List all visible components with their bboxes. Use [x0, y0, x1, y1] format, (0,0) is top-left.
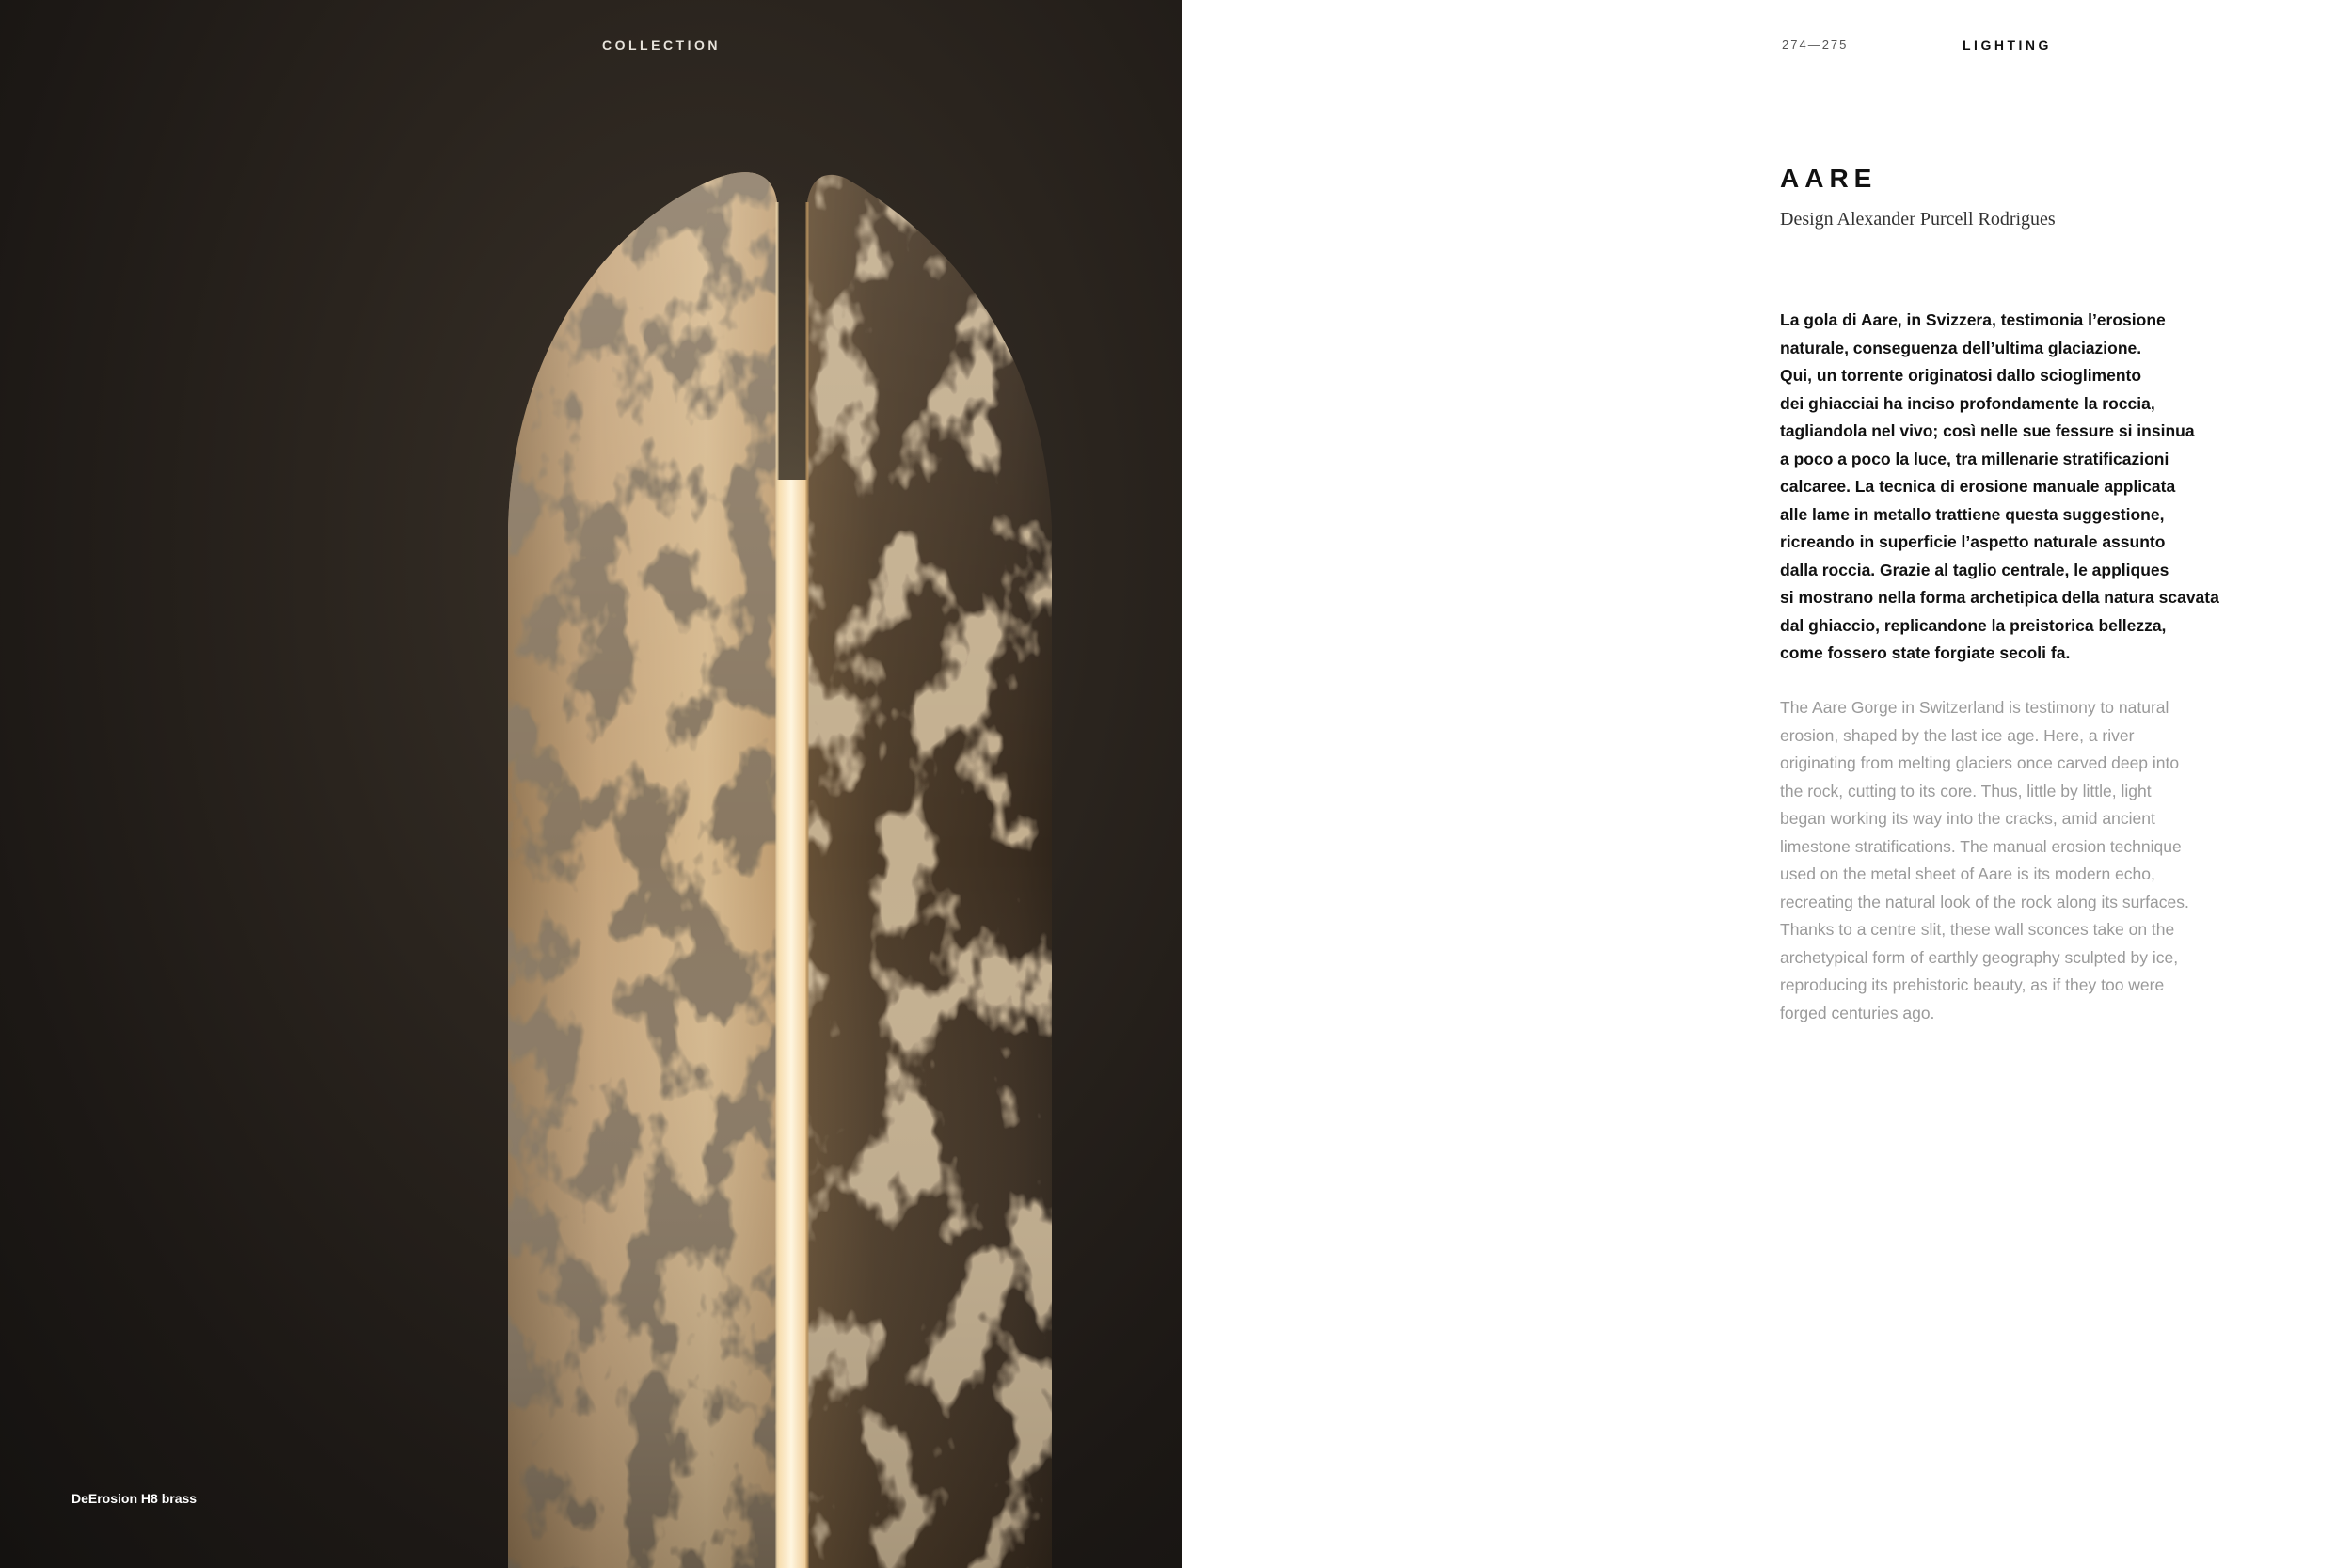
designer-credit: Design Alexander Purcell Rodrigues [1780, 209, 2056, 230]
photo-caption: DeErosion H8 brass [72, 1491, 198, 1506]
text-line: forged centuries ago. [1780, 1003, 1935, 1022]
text-line: a poco a poco la luce, tra millenarie stratificazioni [1780, 449, 2169, 468]
text-line: used on the metal sheet of Aare is its modern echo, [1780, 864, 2155, 883]
text-line: ricreando in superficie l’aspetto naturale assunto [1780, 532, 2166, 551]
text-line: Thanks to a centre slit, these wall sconces take on the [1780, 920, 2175, 939]
text-line: alle lame in metallo trattiene questa suggestione, [1780, 504, 2165, 524]
text-line: the rock, cutting to its core. Thus, little by little, light [1780, 781, 2152, 800]
page-number: 274—275 [1782, 38, 1849, 52]
text-line: calcaree. La tecnica di erosione manuale applicata [1780, 477, 2176, 496]
text-line: erosion, shaped by the last ice age. Here, a river [1780, 725, 2135, 745]
text-line: Qui, un torrente originatosi dallo scioglimento [1780, 366, 2142, 385]
category-label: LIGHTING [1963, 38, 2052, 53]
text-line: si mostrano nella forma archetipica della natura scavata [1780, 588, 2219, 607]
italian-description [1780, 307, 2307, 668]
english-description [1780, 694, 2307, 1027]
text-line: limestone stratifications. The manual erosion technique [1780, 836, 2182, 856]
text-line: reproducing its prehistoric beauty, as if they too were [1780, 975, 2165, 994]
text-line: dei ghiacciai ha inciso profondamente la roccia, [1780, 393, 2155, 413]
text-line: The Aare Gorge in Switzerland is testimony to natural [1780, 698, 2169, 717]
text-line: began working its way into the cracks, amid ancient [1780, 809, 2155, 828]
product-title: AARE [1780, 164, 1878, 193]
text-line: originating from melting glaciers once carved deep into [1780, 753, 2180, 772]
text-line: dal ghiaccio, replicandone la preistorica bellezza, [1780, 615, 2167, 635]
text-line: tagliandola nel vivo; così nelle sue fessure si insinua [1780, 421, 2195, 440]
section-label: COLLECTION [602, 38, 721, 53]
text-line: archetypical form of earthly geography sculpted by ice, [1780, 947, 2179, 967]
text-page [1182, 0, 2352, 1568]
text-line: recreating the natural look of the rock along its surfaces. [1780, 892, 2189, 911]
text-line: naturale, conseguenza dell’ultima glaciazione. [1780, 338, 2142, 357]
text-line: come fossero state forgiate secoli fa. [1780, 643, 2071, 662]
text-line: dalla roccia. Grazie al taglio centrale, le appliques [1780, 560, 2169, 579]
text-line: La gola di Aare, in Svizzera, testimonia l’erosione [1780, 310, 2166, 329]
